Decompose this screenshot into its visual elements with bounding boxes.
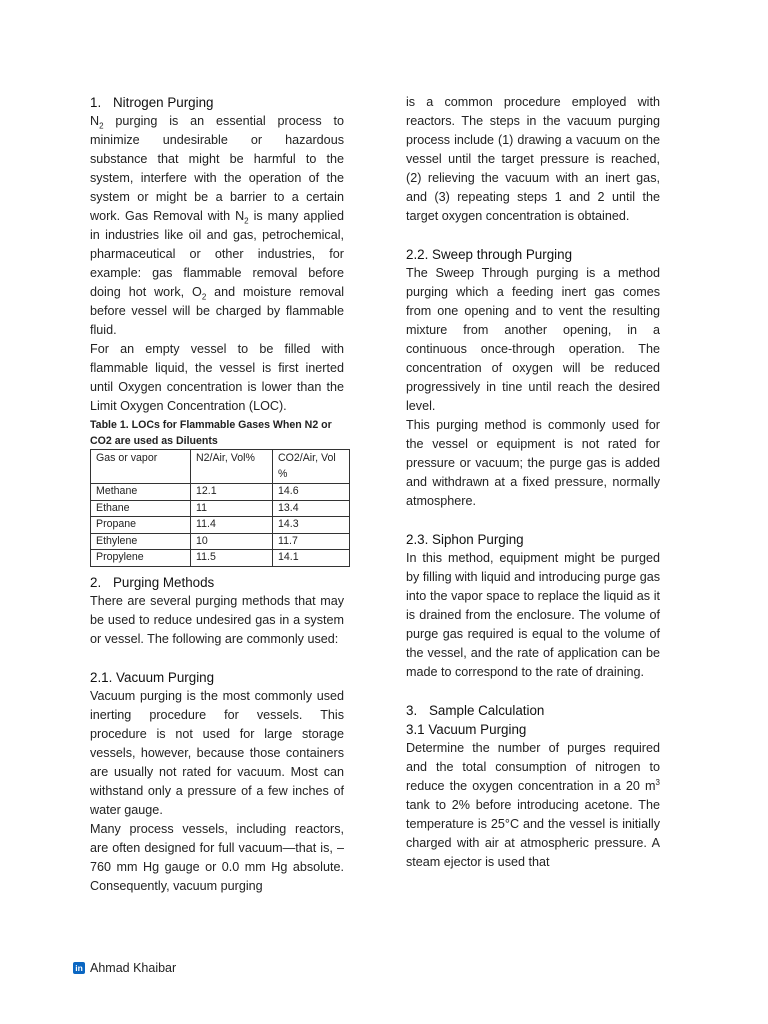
section-1-paragraph-2: For an empty vessel to be filled with flammable liquid, the vessel is first inerted until Oxygen concentration is lower than the Limit Oxygen Concentration (LOC). — [90, 342, 344, 413]
table-header-cell: N2/Air, Vol% — [191, 450, 273, 484]
section-2-3-paragraph: In this method, equipment might be purged by filling with liquid and introducing purge gas into the vapor space to replace the liquid as it is drained from the enclosure. The volume of purge gas required is equal to the volume of the vessel, and the rate of application can be made to correspond to the rate of draining. — [406, 551, 660, 679]
section-2-1-paragraph-1: Vacuum purging is the most commonly used inerting procedure for vessels. This procedure is not used for large storage vessels, however, because those containers are usually not rated for vacuum. Most can withstand only a pressure of a few inches of water gauge. — [90, 688, 344, 817]
section-3-heading: 3. Sample Calculation — [406, 703, 545, 718]
section-2-2-heading: 2.2. Sweep through Purging — [406, 247, 573, 262]
section-2-1-paragraph-3: is a common procedure employed with reactors. The steps in the vacuum purging process include (1) drawing a vacuum on the vessel until the target pressure is reached, (2) relieving the vacuum with an inert gas, and (3) repeating steps 1 and 2 until the target oxygen concentration is obtained. — [406, 95, 660, 223]
section-1-paragraph-1: $N_2$ purging is an essential process to minimize undesirable or hazardous substance that might be harmful to the system, interfere with the operation of the system or might be a barrier to a certain work. Gas Removal with $N_2$ is many applied in industries like oil and gas, petrochemical, pharmaceutical or other industries, for example: gas flammable removal before doing hot work, $O_2$ and moisture removal before vessel will be charged by flammable fluid. — [90, 114, 344, 337]
table-row: Ethylene 10 11.7 — [91, 533, 350, 550]
section-2-1-paragraph-2: Many process vessels, including reactors, are often designed for full vacuum—that is, –760 mm Hg gauge or 0.0 mm Hg absolute. Consequently, vacuum purging — [90, 821, 344, 893]
section-1-heading: 1. Nitrogen Purging — [90, 95, 214, 110]
section-2-2-paragraph-2: This purging method is commonly used for the vessel or equipment is not rated for pressure or vacuum; the purge gas is added and withdrawn at a fixed pressure, normally atmosphere. — [406, 418, 660, 508]
author-name: Ahmad Khaibar — [90, 961, 177, 975]
left-column — [90, 93, 344, 896]
table-header-row — [91, 450, 350, 484]
section-2-2-paragraph-1: The Sweep Through purging is a method purging which a feeding inert gas comes from one opening and to vent the resulting mixture from another opening, in a continuous once-through operation. The concentration of oxygen will be reduced progressively in tine until reach the desired level. — [406, 266, 660, 413]
footer — [73, 961, 176, 975]
linkedin-icon: in — [73, 962, 85, 974]
table-caption: Table 1. LOCs for Flammable Gases When N2 or CO2 are used as Diluents — [90, 419, 332, 447]
section-3-1-heading: 3.1 Vacuum Purging — [406, 722, 527, 737]
section-2-3-heading: 2.3. Siphon Purging — [406, 532, 524, 547]
section-2-paragraph: There are several purging methods that may be used to reduce undesired gas in a system or vessel. The following are commonly used: — [90, 593, 344, 646]
section-3-1-paragraph: Determine the number of purges required and the total consumption of nitrogen to reduce the oxygen concentration in a 20 $m^3$ tank to 2% before introducing acetone. The temperature is 25°C and the vessel is initially charged with air at atmospheric pressure. A steam ejector is used that — [406, 741, 660, 869]
table-row: Methane 12.1 14.6 — [91, 484, 350, 501]
loc-table — [90, 449, 350, 567]
table-row: Propane 11.4 14.3 — [91, 517, 350, 534]
table-header-cell: Gas or vapor — [91, 450, 191, 484]
section-2-heading: 2. Purging Methods — [90, 574, 215, 590]
table-row: Ethane 11 13.4 — [91, 500, 350, 517]
right-column — [406, 93, 660, 872]
table-header-cell: CO2/Air, Vol % — [273, 450, 350, 484]
section-2-1-heading: 2.1. Vacuum Purging — [90, 669, 215, 685]
table-row: Propylene 11.5 14.1 — [91, 550, 350, 567]
